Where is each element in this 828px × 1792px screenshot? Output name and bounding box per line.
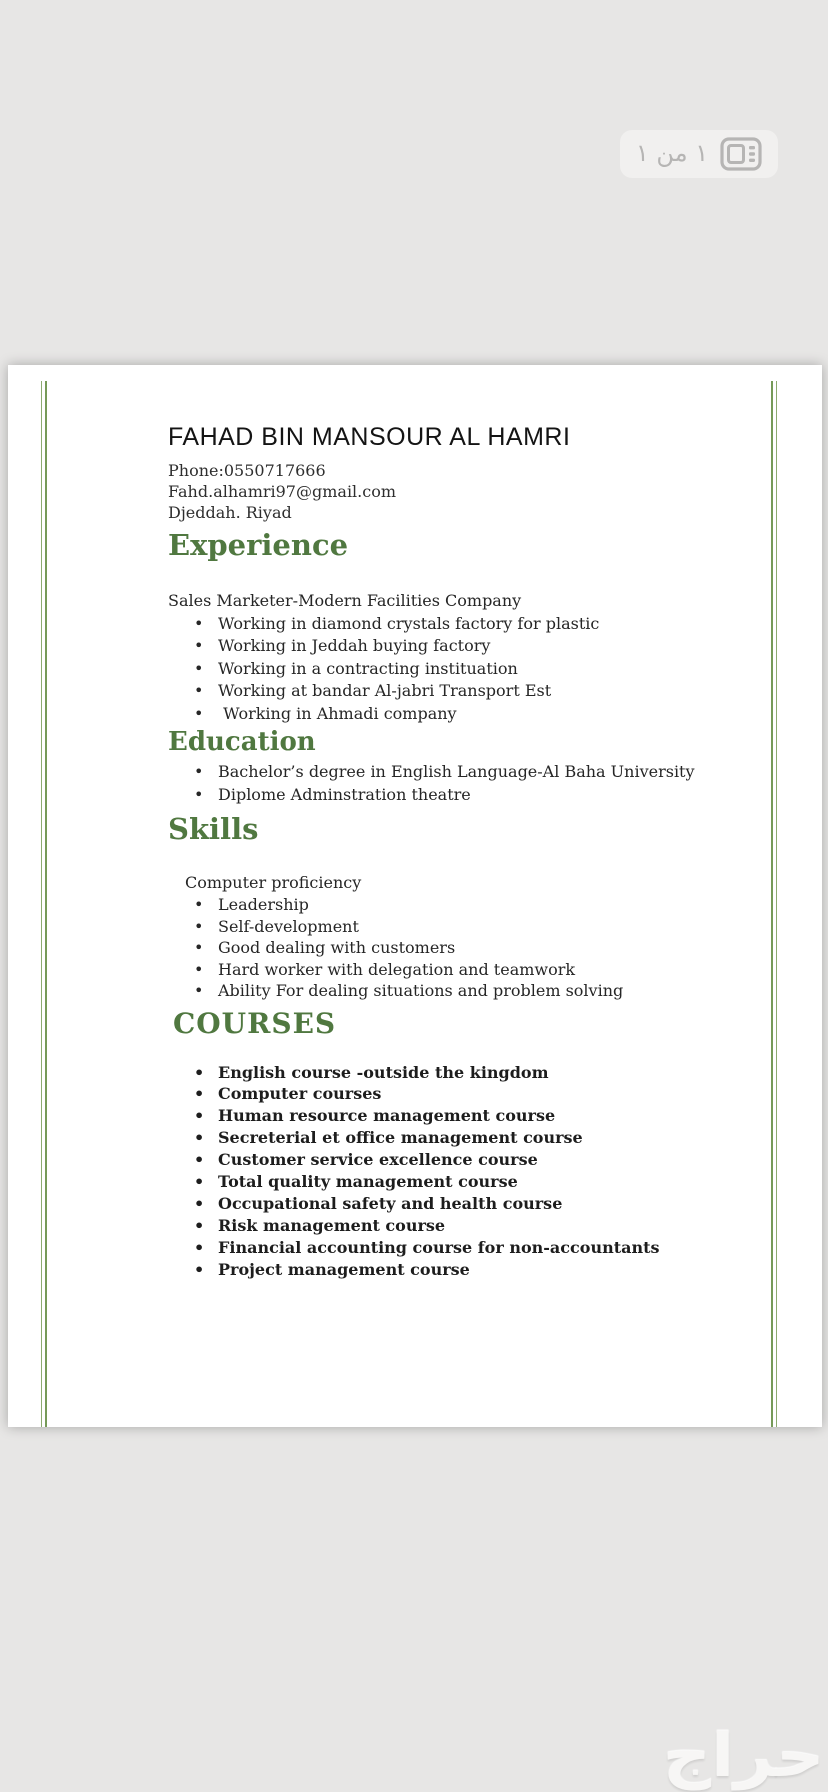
bullet-item: • Ability For dealing situations and problem solving (168, 980, 728, 1002)
resume-sections (168, 527, 728, 1281)
bullet-item: • Project management course (168, 1259, 728, 1281)
bullet-list (168, 1062, 728, 1281)
section-courses (168, 1006, 728, 1281)
bullet-list (168, 760, 728, 806)
bullet-item: • English course -outside the kingdom (168, 1062, 728, 1084)
page-indicator-label: ١ من ١ (635, 139, 709, 167)
bullet-item: • Diplome Adminstration theatre (168, 783, 728, 806)
document-page (8, 365, 822, 1427)
page-indicator-pill (620, 130, 778, 178)
bullet-item: • Secreterial et office management course (168, 1127, 728, 1149)
bullet-item: • Human resource management course (168, 1105, 728, 1127)
section-heading: Education (168, 727, 316, 758)
contact-lines (168, 460, 728, 523)
section-heading: COURSES (173, 1006, 337, 1040)
bullet-item: • Financial accounting course for non-accountants (168, 1237, 728, 1259)
bullet-item: • Working in Jeddah buying factory (168, 635, 728, 657)
bullet-item: • Working in Ahmadi company (168, 703, 728, 725)
bullet-list (168, 613, 728, 725)
resume-content (168, 365, 728, 1281)
bullet-item: • Working at bandar Al-jabri Transport Est (168, 680, 728, 702)
bullet-item: • Hard worker with delegation and teamwork (168, 959, 728, 981)
section-heading: Experience (168, 528, 349, 562)
bullet-item: • Self-development (168, 916, 728, 938)
section-skills (168, 814, 728, 1002)
contact-line: Phone:0550717666 (168, 461, 326, 480)
bullet-item: • Occupational safety and health course (168, 1193, 728, 1215)
bullet-item: • Working in diamond crystals factory for plastic (168, 613, 728, 635)
section-lead: Computer proficiency (185, 873, 362, 893)
contact-line: Djeddah. Riyad (168, 503, 292, 522)
bullet-item: • Risk management course (168, 1215, 728, 1237)
section-education (168, 729, 728, 806)
section-experience (168, 527, 728, 725)
bullet-item: • Computer courses (168, 1083, 728, 1105)
resume-name: FAHAD BIN MANSOUR AL HAMRI (168, 423, 571, 451)
page-right-rule (771, 381, 777, 1427)
bullet-item: • Total quality management course (168, 1171, 728, 1193)
bullet-item: • Customer service excellence course (168, 1149, 728, 1171)
section-heading: Skills (168, 812, 259, 847)
bullet-item: • Working in a contracting instituation (168, 658, 728, 680)
bullet-list (168, 894, 728, 1002)
bullet-item: • Good dealing with customers (168, 937, 728, 959)
page-left-rule (41, 381, 47, 1427)
haraj-watermark: حراج (662, 1721, 824, 1791)
bullet-item: • Leadership (168, 894, 728, 916)
bullet-item: • Bachelor’s degree in English Language-Al Baha University (168, 760, 728, 783)
contact-line: Fahd.alhamri97@gmail.com (168, 482, 397, 501)
reader-pages-icon (720, 137, 762, 171)
section-lead: Sales Marketer-Modern Facilities Company (168, 591, 522, 610)
